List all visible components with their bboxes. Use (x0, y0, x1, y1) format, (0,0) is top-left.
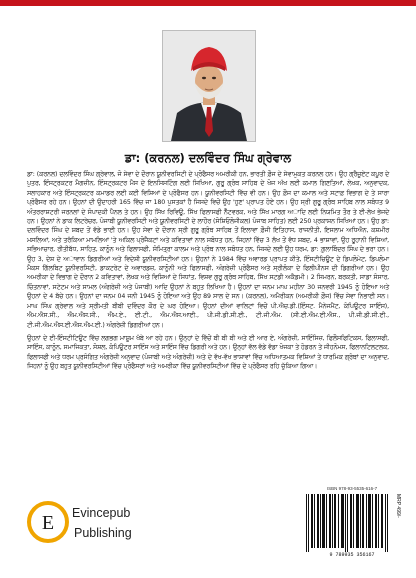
price-label: MRP 499/- (395, 494, 401, 518)
top-accent-band (0, 0, 416, 6)
author-portrait (162, 30, 256, 142)
publisher-subtitle: Publishing (74, 526, 132, 540)
isbn-barcode-block (300, 486, 404, 566)
publisher-name: Evincepub (72, 506, 131, 520)
isbn-label: ISBN 978-93-5535-616-7 (326, 486, 378, 491)
evincepub-logo-icon (26, 500, 70, 544)
bio-paragraph-1: ਡਾ: (ਕਰਨਲ) ਦਲਵਿੰਦਰ ਸਿੰਘ ਗ੍ਰੇਵਾਲ, ਜੋ ਸੇਵਾ ਦੇ ਦੌਰਾਨ ਯੂਨੀਵਰਸਿਟੀ ਦੇ ਪ੍ਰੋਫੈਸਰ ਅਮਰੀਕੀ ਹਨ, ਭਾਰਤੀ ਫ਼ੌਜ ਦੇ ਸੇਵਾਮੁਕਤ ਕਰਨਲ ਹਨ। ਉਹ ਗ੍ਰੈਜੂਏਟ ਕਪੂਰ ਦੇ ਪੁਤਰ, ਇੰਸਟ੍ਰਕਟਰ ਮੈਗਜ਼ੀਨ, ਇੰਸਟ੍ਰਕਟਰ ਮੈਸ ਦੇ ਇਨਸਿਸਟਿੰਗ ਲਈ ਸਿਖਿਆ, ਗੁਰੂ ਗ੍ਰੰਥ ਸਾਹਿਬ ਦੇ ਖੋਜ ਅੱਖ ਲਈ ਕਮਾਲ ਗਿਣਤਿਆਂ, ਲੇਖਕ, ਅਨੁਵਾਦਕ, ਸਲਾਹਕਾਰ ਅਤੇ ਇੰਸਟ੍ਰਕਟਰ ਕਮਾਡਰ ਲਈ ਕਈ ਵਿਸ਼ਿਆਂ ਦੇ ਪ੍ਰੋਫੈਸਰ ਹਨ। ਯੂਨੀਵਰਸਿਟੀ ਵਿੱਚ ਵੀ ਹਨ। ਉਹ ਫ਼ੌਜ ਦਾ ਕਮਾਲ ਅਤੇ ਸਟਾਫ਼ ਵਿਭਾਗ ਦੇ ਤੇ ਸਾਰਾ ਪ੍ਰੋਫੈਸਰ ਰਹੇ ਹਨ। ਉਹਨਾਂ ਦੀ ਉਦਾਹਰੀ 165 ਵਿੱਚ ਜਾ 180 ਪੁਸਤਕਾਂ ਹੈ ਜਿਸਦੇ ਵਿਚੋਂ ਉਹ 'ਹੁਣ' ਪ੍ਰਾਪਤ ਹੋਏ ਹਨ। ਉਹ ਸ੍ਰੀ ਗੁਰੂ ਗ੍ਰੰਥ ਸਾਹਿਬ ਨਾਲ ਸਬੰਧਤ 9 ਅੰਤਰਰਾਸ਼ਟਰੀ ਜਰਨਲਾਂ ਦੇ ਸੰਪਾਦਕੀ ਪੈਨਲ ਤੇ ਹਨ। ਉਹ ਸਿੱਖ ਰਿਵਿਊ, ਸਿੱਖ ਫਿਲਾਸਫੀ ਨੈੱਟਵਰਕ, ਅਤੇ ਸਿੱਖ ਮਾਰਗ ਅਾਦਿ ਲਈ ਨਿਯਮਿਤ ਤੌਰ ਤੇ ਈ-ਲੇਖ ਭੇਜਦੇ ਹਨ। ਉਹਨਾਂ ਨੇ ਡਾਕ ਲਿਟਰੇਚਰ, ਪੰਜਾਬੀ ਯੂਨੀਵਰਸਿਟੀ ਅਤੇ ਯੂਨੀਵਰਸਿਟੀ ਦੇ ਲਾਹੌਰ (ਸੋਸ਼ਿਓਲੋਜੀਕਲ) ਪੰਜਾਬ ਸਾਹਿਤ) ਲਈ 250 ਪ੍ਰਕਾਸ਼ਨ ਸਿਖਿਆਂ ਹਨ। ਉਹ ਡਾ: ਦਲਵਿੰਦਰ ਸਿੰਘ ਦੇ ਸ਼ਬਦ ਤੋਂ ਵੱਡੇ ਭਾਈ ਹਨ। ਉਹ ਸੇਵਾ ਦੇ ਦੌਰਾਨ ਸ੍ਰੀ ਗੁਰੂ ਗ੍ਰੰਥ ਸਾਹਿਬ ਤੋਂ ਇਲਾਵਾ ਫ਼ੌਜੀ ਇਤਿਹਾਸ, ਰਾਜਨੀਤੀ, ਇਸਲਾਮ ਅਧਿਐਨ, ਕਸ਼ਮੀਰ ਮਸਲਿਆਂ, ਅਤੇ ਤਰੱਕਿਆ ਮਾਮਲਿਆਂ 'ਤੇ ਅਕਿਲ ਪ੍ਰੋਜੈਕਟਾਂ ਅਤੇ ਕਵਿਤਾਵਾਂ ਨਾਲ ਸਬੰਧਤ ਹਨ, ਜਿਹਨਾਂ ਵਿੱਚ 3 ਲੱਖ ਤੋਂ ਵੱਧ ਸ਼ਬਦ, 4 ਭਾਸ਼ਾਵਾਂ, ਉਹ ਰੂਹਾਨੀ ਵਿਸ਼ਿਆਂ, ਸਭਿਆਚਾਰ, ਰੀਤੀਬੱਧ, ਸਾਹਿਤ, ਕਾਨੂੰਨ ਅਤੇ ਫਿਲਾਸਫੀ, ਸੰਮਿਤ੍ਰਾ ਕਾਲਮ ਅਤੇ ਪ੍ਰੰਥ ਨਾਲ ਸਬੰਧਤ ਹਨ, ਜਿਸਦੇ ਲਈ ਉਹ ਧਰਮ, ਡਾ: ਗ਼ੁਲਾਬਿੰਦਰ ਸਿੰਘ ਦੇ ਭਰਾ ਹਨ। ਉਹ 3, ਦੇਸ਼ ਦੇ ਅਾਵਾਨ ਡਿਗਰੀਆਂ ਅਤੇ ਵਿਦੇਸ਼ੀ ਯੂਨੀਵਰਸਿਟੀਆਂ ਹਨ। ਉਹਨਾਂ ਨੇ 1984 ਵਿੱਚ ਅਵਾਰਡ ਪ੍ਰਾਪਤ ਕੀਤੇ, ਇੰਸਟੀਚਿਊਟ ਦੇ ਡਿਪਲੋਮੇਟ, ਡਿਪਲੋਮਾ ਮੈਕਸ ਗਿੱਲਬਿਟ ਯੂਨੀਵਰਸਿਟੀ, ਡਾਕਟਰੇਟ ਦੇ ਅਵਾਰਡਜ਼, ਕਾਨੂੰਨੀ ਅਤੇ ਫਿਲਾਸਫੀ, ਅੰਗਰੇਜ਼ੀ ਪ੍ਰੋਫੈਸਰ ਅਤੇ ਸ੍ਰੀਲੰਕਾ ਦੇ ਫਿਲੀਪੀਨਸ ਦੀ ਡਿਗਰੀਆਂ ਹਨ। ਉਹ ਅਮਰੀਕਾ ਦੇ ਵਿਭਾਗ ਦੇ ਦੌਰਾਨ 2 ਕਵਿਤਾਵਾਂ, ਲੇਖਕ ਅਤੇ ਵਿਸ਼ਿਆਂ ਦੇ ਸਿਧਾਂਤ, ਵਿਸ਼ਵ ਗੁਰੂ ਗ੍ਰੰਥ ਸਾਹਿਬ, ਸਿੱਖ ਸਟਡੀ ਅਕੈਡਮੀ। 2 ਸਿਮਰਨ, ਬਰਕਤੀ, ਸਾਡਾ ਸੰਸਾਰ, ਚਿੰਤਨਾਵਾਂ, ਸਟੇਟਮ ਅਤੇ ਸਾਮਲ (ਅੰਗਰੇਜ਼ੀ ਅਤੇ ਪੰਜਾਬੀ) ਆਦਿ ਉਹਨਾਂ ਨੇ ਬਹੁਤ ਲਿਖਿਆ ਹੈ। ਉਹਨਾਂ ਦਾ ਜਨਮ ਮਾਘ ਮਹੀਨਾ 30 ਜਨਵਰੀ 1945 ਨੂੰ ਹੋਇਆ ਅਤੇ ਉਹਨਾਂ ਦੇ 4 ਬੱਚੇ ਹਨ। ਉਹਨਾਂ ਦਾ ਜਨਮ 04 ਜਨੀ 1945 ਨੂੰ ਹੋਇਆ ਅਤੇ ਉਹ 89 ਸਾਲ ਦੇ ਸਨ। (ਕਰਨਲ), ਅਮੈਰੀਕਨ (ਅਮਰੀਕੀ ਫ਼ੌਜ) ਵਿੱਚ ਸੇਵਾ ਨਿਭਾਈ ਸਨ। ਮਾਘ ਸਿੰਘ ਗ੍ਰੇਵਾਲ ਅਤੇ ਸ੍ਰੀਮਤੀ ਬੀਬੀ ਦਵਿੰਦਰ ਕੌਰ ਦੇ ਘਰ ਹੋਇਆ। ਉਹਨਾਂ ਦੀਆਂ ਵਾਲਿਟਾਂ ਵਿਚੋਂ ਪੀ.ਐਚ.ਡੀ.(ਇੰਸਟ. ਮੈਨੇਜਮੈਂਟ, ਕੰਪਿਊਟਰ ਸਾਇੰਸ), ਐਮ.ਐਸ.ਸੀ., ਐਮ.ਐਸ.ਸੀ., ਐਮ.ਏ., ਈ.ਟੀ., ਐਮ.ਐਸ.ਆਈ., ਪੀ.ਜੀ.ਡੀ.ਸੀ.ਈ., ਟੀ.ਜੀ.ਐਮ. (ਸੀ.ਈ.ਐਮ.ਈ.ਐਸ., ਪੀ.ਜੀ.ਡੀ.ਸੀ.ਈ., ਟੀ.ਜੀ.ਐਮ.ਐਸ.ਈ.ਐਸ.ਐਮ.ਈ.) ਅੰਗਰੇਜ਼ੀ ਡਿਗਰੀਆਂ ਹਨ। (27, 171, 389, 329)
svg-text:E: E (41, 512, 55, 534)
author-portrait-illustration (163, 31, 255, 141)
author-name-heading: ਡਾ: (ਕਰਨਲ) ਦਲਵਿੰਦਰ ਸਿੰਘ ਗ੍ਰੇਵਾਲ (124, 151, 292, 165)
barcode-icon (304, 494, 392, 552)
publisher-logo-block (26, 500, 176, 560)
author-biography (27, 170, 389, 374)
bio-paragraph-2: ਉਹਨਾਂ ਦੇ ਈ-ਇੰਸਟੀਟਿਊਟ ਵਿੱਚ ਲਗਭਗ ਮਾਸ਼ੂਮ ਖੱਬੇ ਆ ਰਹੇ ਹਨ। ਉਨ੍ਹਾਂ ਦੇ ਵਿੱਚੋਂ ਬੀ ਬੀ ਬੀ ਅਤੇ ਈ ਆਰ ਏ, ਅੰਗਰੇਜ਼ੀ, ਸਾਇੰਸਿਜ਼, ਫਿਲੌਸਫਿਟਿਕਸ, ਫਿਲਾਸਫੀ, ਸਾਇੰਸ, ਕਾਨੂੰਨ, ਸਮਾਜਿਕਤਾ, ਸੋਸ਼ਲ, ਕੰਪਿਊਟਰ ਸਾਇੰਸ ਅਤੇ ਸਾਇੰਸ ਵਿੱਚ ਡਿਗਰੀ ਅਤੇ ਹਨ। ਉਨ੍ਹਾਂ ਵੱਲ ਵੱਡੇ ਵੱਡਾ ਖੋਜਕਾ ਤੇ ਹੋਡਰਨ ਤੇ ਜੀਹਨੋਮਸ, ਫਿਲਾਨਟਿਲਟਲਕ, ਫਿਲਾਸਫੀ ਅਤੇ ਧਰਮ ਪ੍ਰਸੰਗਿਤ ਅੰਗਰੇਜ਼ੀ ਅਨੁਵਾਦ (ਪੰਜਾਬੀ ਅਤੇ ਅੰਗਰੇਜ਼ੀ) ਅਤੇ ਦੇ ਵੱਖ-ਵੱਖ ਭਾਸ਼ਾਵਾਂ ਵਿੱਚ ਅਧਿਆਤਮਕ ਵਿਸ਼ਿਆਂ ਤੇ ਧਾਰਮਿਕ ਗ੍ਰੰਥਾਂ ਦਾ ਅਨੁਵਾਦ, ਜਿਹਨਾਂ ਨੂੰ ਉਹ ਬਹੁਤ ਯੂਨੀਵਰਸਿਟੀਆਂ ਵਿੱਚ ਪ੍ਰੋਫੈਸਰਾਂ ਅਤੇ ਅਮਰੀਕਾ ਵਿੱਚ ਯੂਨੀਵਰਸਿਟੀਆਂ ਵਿੱਚ ਦੇ ਪ੍ਰੋਫੈਸਰ ਰਹਿ ਚੁੱਕਿਆ ਗਿਆ। (27, 334, 389, 371)
isbn-digits: 9 789935 356167 (329, 552, 375, 558)
